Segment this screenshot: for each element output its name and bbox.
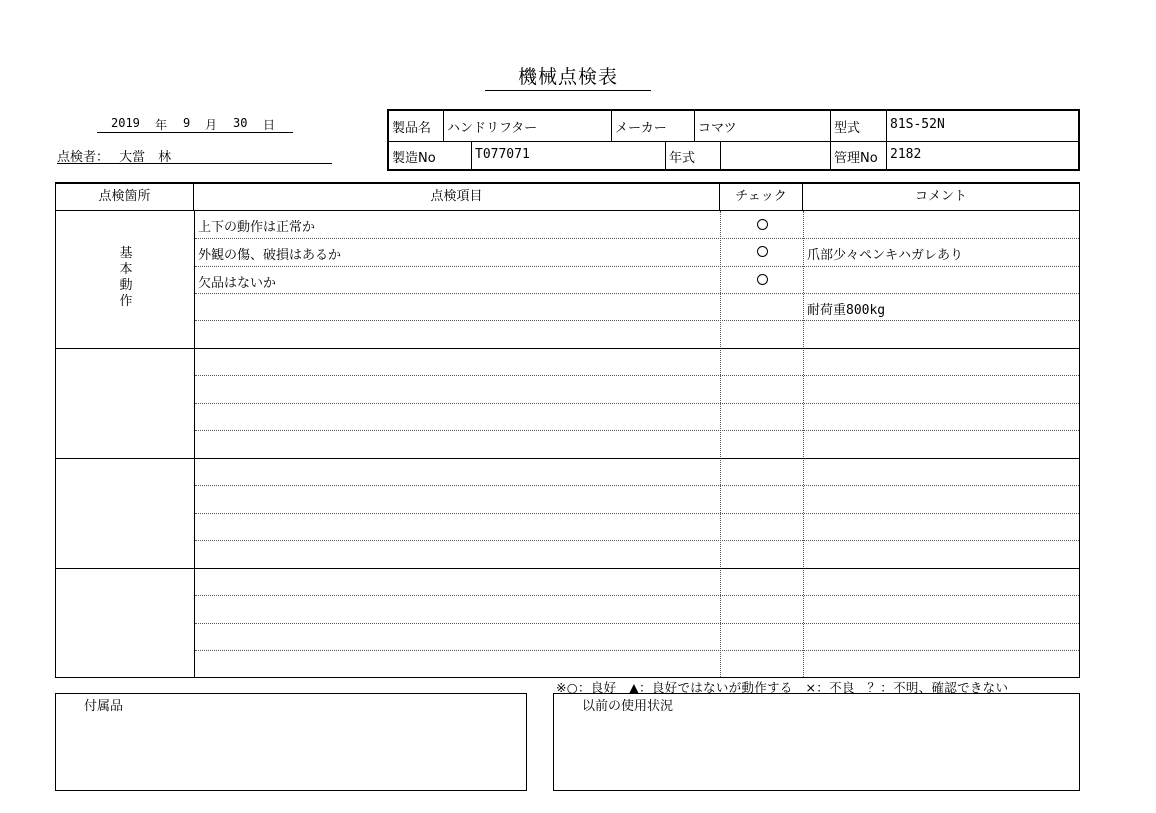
comment-cell: 爪部少々ペンキハガレあり: [807, 248, 964, 263]
group-divider: [56, 568, 1079, 569]
location-char: 本: [119, 262, 133, 277]
check-good-icon: [757, 246, 768, 257]
group-divider: [56, 348, 1079, 349]
comment-cell: 耐荷重800kg: [807, 303, 886, 318]
location-basic-operation: [118, 246, 134, 310]
group-divider: [56, 458, 1079, 459]
header-check: チェック: [720, 184, 803, 211]
column-divider: [194, 211, 195, 677]
date-month: 9: [183, 116, 191, 130]
inspector-name: 大當 林: [119, 150, 172, 165]
row-divider: [195, 403, 1079, 404]
product-name-value: ハンドリフター: [444, 111, 612, 141]
inspector-field: [57, 146, 332, 164]
inspection-table: [55, 182, 1080, 678]
row-divider: [195, 513, 1079, 514]
inspection-date: [97, 116, 293, 133]
row-divider: [195, 320, 1079, 321]
column-divider: [720, 211, 721, 677]
model-label: 型式: [831, 111, 887, 141]
row-divider: [195, 430, 1079, 431]
check-legend: ※○：良好 ▲：良好ではないが動作する ×：不良 ？：不明、確認できない: [556, 680, 1009, 695]
location-char: 基: [119, 246, 133, 261]
column-divider: [803, 211, 804, 677]
row-divider: [195, 540, 1079, 541]
previous-usage-box: [553, 693, 1080, 791]
header-item: 点検項目: [194, 184, 720, 211]
date-day: 30: [233, 116, 248, 130]
model-value: 81S-52N: [890, 117, 945, 132]
page-title: 機械点検表: [485, 62, 651, 91]
control-label: 管理No: [831, 141, 887, 171]
maker-label: メーカー: [612, 111, 695, 141]
inspection-item: 上下の動作は正常か: [198, 220, 316, 235]
row-divider: [195, 623, 1079, 624]
accessories-box: [55, 693, 527, 791]
check-good-icon: [757, 219, 768, 230]
previous-usage-label: 以前の使用状況: [582, 699, 674, 714]
date-month-unit: 月: [205, 118, 218, 132]
check-good-icon: [757, 274, 768, 285]
year-value: [721, 141, 831, 171]
date-day-unit: 日: [263, 118, 276, 132]
product-name-label: 製品名: [389, 111, 444, 141]
row-divider: [195, 293, 1079, 294]
product-info-table: [387, 109, 1080, 171]
control-value: 2182: [890, 147, 922, 162]
location-char: 動: [119, 278, 133, 293]
row-divider: [195, 266, 1079, 267]
header-comment: コメント: [803, 184, 1079, 211]
row-divider: [195, 650, 1079, 651]
row-divider: [195, 485, 1079, 486]
serial-label: 製造No: [389, 141, 472, 171]
maker-value: コマツ: [695, 111, 831, 141]
serial-value: T077071: [472, 141, 666, 171]
date-year-unit: 年: [155, 118, 168, 132]
year-label: 年式: [666, 141, 721, 171]
inspector-label: 点検者：: [57, 150, 110, 165]
row-divider: [195, 238, 1079, 239]
row-divider: [195, 595, 1079, 596]
row-divider: [195, 375, 1079, 376]
accessories-label: 付属品: [84, 699, 124, 714]
location-char: 作: [119, 294, 133, 309]
inspection-item: 欠品はないか: [198, 276, 277, 291]
date-year: 2019: [111, 116, 140, 130]
inspection-item: 外観の傷、破損はあるか: [198, 248, 342, 263]
header-location: 点検箇所: [56, 184, 194, 211]
